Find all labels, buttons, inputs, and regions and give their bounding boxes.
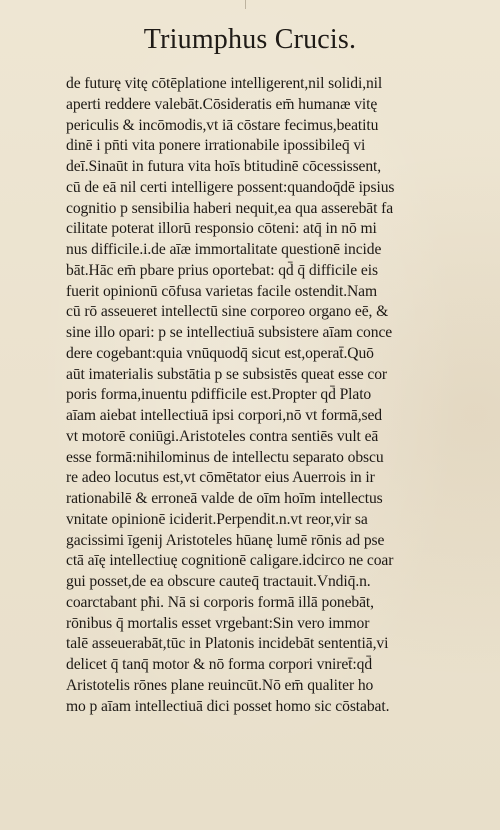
body-text [66, 74, 484, 717]
text-line: re adeo locutus est,vt cōmētator eius Auerrois in ir [66, 469, 375, 487]
text-line: vt motorē coniūgi.Aristoteles contra sentiēs vult eā [66, 427, 379, 445]
text-line: gui posset,de ea obscure cauteq̄ tractauit.Vndiq̄.n. [66, 573, 371, 590]
text-line: talē asseuerabāt,tūc in Platonis incidebāt sententiā,vi [66, 635, 389, 653]
text-line: cū de eā nil certi intelligere possent:quandoq̄dē ipsius [66, 178, 395, 196]
text-line: nus difficile.i.de aīæ immortalitate questionē incide [66, 241, 382, 258]
text-line: Aristotelis rōnes plane reuincūt.Nō em̄ qualiter ho [66, 676, 374, 694]
text-line: periculis & incōmodis,vt iā cōstare fecimus,beatitu [66, 116, 379, 134]
text-line: sine illo opari: p se intellectiuā subsistere aīam conce [66, 324, 393, 341]
text-line: de futurę vitę cōtēplatione intelligerent,nil solidi,nil [66, 75, 383, 92]
text-line: cū rō asseueret intellectū sine corporeo organo eē, & [66, 303, 389, 321]
text-line: rōnibus q̄ mortalis esset vrgebant:Sin vero immor [66, 614, 370, 632]
text-line: vnitate opinionē iciderit.Perpendit.n.vt reor,vir sa [66, 510, 368, 528]
text-line: aīam aiebat intellectiuā ipsi corpori,nō vt formā,sed [66, 407, 382, 424]
text-line: fuerit opinionū cōfusa varietas facile ostendit.Nam [66, 282, 378, 300]
text-line: coarctabant pħi. Nā si corporis formā illā ponebāt, [66, 593, 374, 611]
text-line: gacissimi īgenij Aristoteles hūanę lumē rōnis ad pse [66, 531, 385, 549]
text-line: deī.Sinaūt in futura vita hoīs btitudinē cōcessissent, [66, 158, 382, 175]
text-line: dere cogebant:quia vnūquodq̄ sicut est,operat̄.Quō [66, 344, 374, 362]
text-line: bāt.Hāc em̄ pbare prius oportebat: qd̄ q̄ difficile eis [66, 261, 378, 279]
text-line: poris forma,inuentu pdifficile est.Propter qd̄ Plato [66, 386, 372, 404]
gutter-mark [245, 0, 246, 9]
text-line: esse formā:nihilominus de intellectu separato obscu [66, 448, 384, 466]
text-line: rationabilē & erroneā valde de oīm hoīm intellectus [66, 490, 383, 507]
text-line: aūt imaterialis substātia p se subsistēs queat esse cor [66, 365, 388, 383]
text-line: mo p aīam intellectiuā dici posset homo sic cōstabat. [66, 697, 390, 715]
text-line: dinē i pn̄ti vita ponere irrationabile ipossibileq̄ vi [66, 137, 366, 155]
text-line: aperti reddere valebāt.Cōsideratis em̄ humanæ vitę [66, 95, 378, 113]
text-line: delicet q̄ tanq̄ motor & nō forma corpori vniret̄:qd̄ [66, 656, 373, 673]
text-line: cognitio p sensibilia haberi nequit,ea qua asserebāt fa [66, 199, 394, 217]
text-line: cilitate poterat illorū responsio cōteni: atq̄ in nō mi [66, 220, 377, 238]
running-head: Triumphus Crucis. [143, 24, 357, 55]
text-line: ctā aīę intellectiuę cognitionē caligare.idcirco ne coar [66, 552, 394, 570]
